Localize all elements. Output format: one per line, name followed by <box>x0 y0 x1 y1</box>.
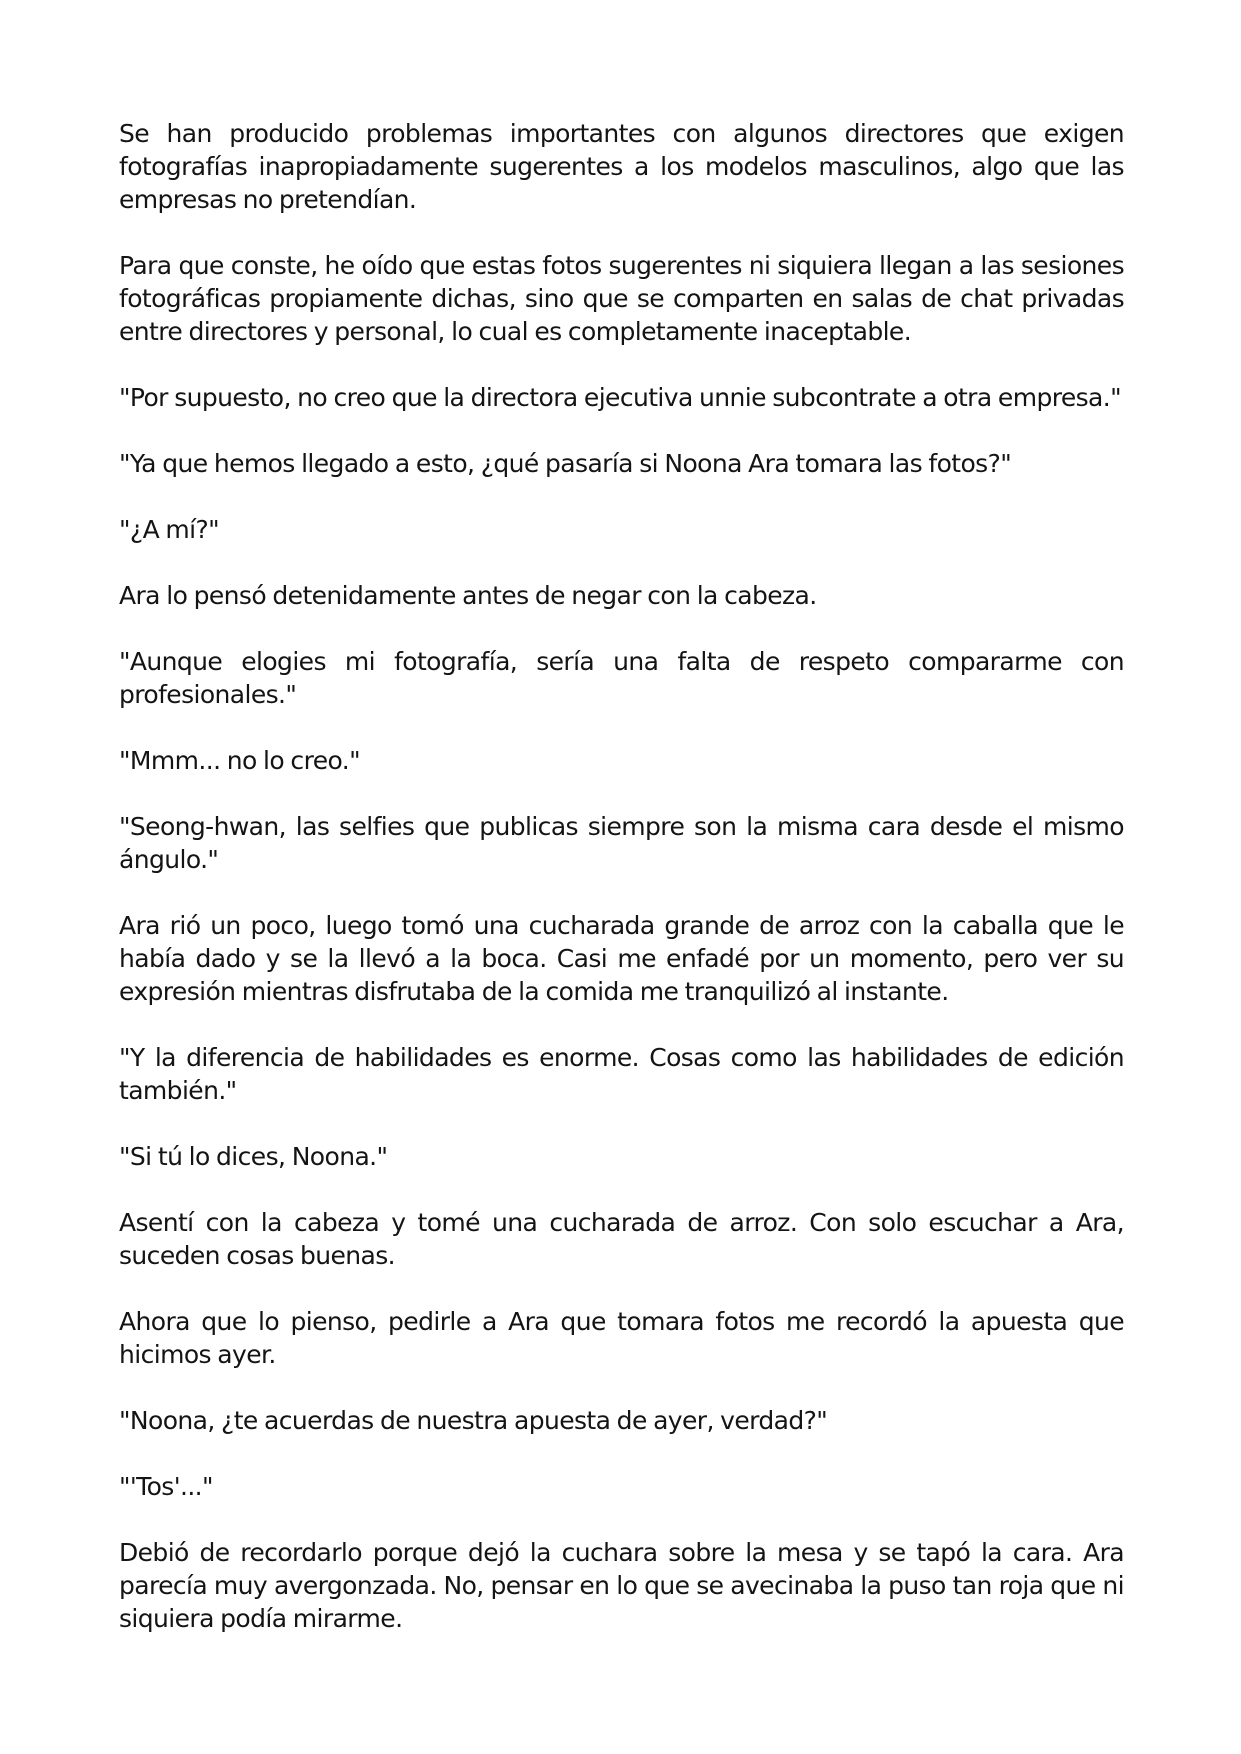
paragraph-7: "Aunque elogies mi fotografía, sería una falta de respeto compararme con profesionales." <box>119 647 1124 709</box>
paragraph-8: "Mmm... no lo creo." <box>119 746 360 775</box>
paragraph-12: "Si tú lo dices, Noona." <box>119 1142 388 1171</box>
paragraph-10: Ara rió un poco, luego tomó una cucharada grande de arroz con la caballa que le había dado y se la llevó a la boca. Casi me enfadé por un momento, pero ver su expresión mientras disfrutaba de la comida me tranquilizó al instante. <box>119 911 1124 1006</box>
paragraph-9: "Seong-hwan, las selfies que publicas siempre son la misma cara desde el mismo ángulo." <box>119 812 1124 874</box>
paragraph-17: Debió de recordarlo porque dejó la cuchara sobre la mesa y se tapó la cara. Ara parecía muy avergonzada. No, pensar en lo que se avecinaba la puso tan roja que ni siquiera podía mirarme. <box>119 1538 1124 1633</box>
paragraph-3: "Por supuesto, no creo que la directora ejecutiva unnie subcontrate a otra empresa." <box>119 383 1122 412</box>
paragraph-11: "Y la diferencia de habilidades es enorme. Cosas como las habilidades de edición también." <box>119 1043 1124 1105</box>
document-body <box>119 117 1124 1668</box>
paragraph-2: Para que conste, he oído que estas fotos sugerentes ni siquiera llegan a las sesiones fotográficas propiamente dichas, sino que se comparten en salas de chat privadas entre directores y personal, lo cual es completamente inaceptable. <box>119 251 1124 346</box>
paragraph-13: Asentí con la cabeza y tomé una cucharada de arroz. Con solo escuchar a Ara, suceden cosas buenas. <box>119 1208 1124 1270</box>
paragraph-4: "Ya que hemos llegado a esto, ¿qué pasaría si Noona Ara tomara las fotos?" <box>119 449 1012 478</box>
paragraph-1: Se han producido problemas importantes con algunos directores que exigen fotografías inapropiadamente sugerentes a los modelos masculinos, algo que las empresas no pretendían. <box>119 119 1124 214</box>
paragraph-16: "'Tos'..." <box>119 1472 213 1501</box>
paragraph-6: Ara lo pensó detenidamente antes de negar con la cabeza. <box>119 581 817 610</box>
paragraph-14: Ahora que lo pienso, pedirle a Ara que tomara fotos me recordó la apuesta que hicimos ayer. <box>119 1307 1124 1369</box>
paragraph-5: "¿A mí?" <box>119 515 220 544</box>
paragraph-15: "Noona, ¿te acuerdas de nuestra apuesta de ayer, verdad?" <box>119 1406 828 1435</box>
